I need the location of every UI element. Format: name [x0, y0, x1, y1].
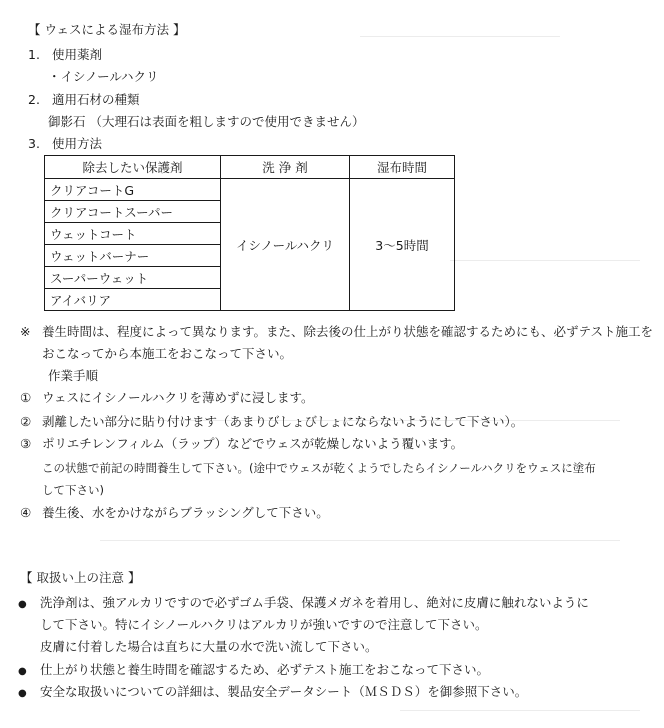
caution-text: 安全な取扱いについての詳細は、製品安全データシート（ＭＳＤＳ）を御参照下さい。 — [40, 684, 528, 699]
table-header: 湿布時間 — [350, 156, 455, 179]
cautions-heading: 【 取扱い上の注意 】 — [20, 570, 141, 585]
table-header-row — [45, 156, 455, 179]
usage-table — [44, 155, 455, 311]
table-header: 除去したい保護剤 — [45, 156, 221, 179]
procedure-step — [20, 436, 463, 452]
step-3-subtext-1: この状態で前記の時間養生して下さい。(途中でウェスが乾くようでしたらイシノールハクリをウェスに塗布 — [42, 461, 596, 475]
item-3-label: 使用方法 — [52, 136, 103, 151]
bullet-icon: ● — [18, 666, 27, 677]
caution-text-cont: して下さい。特にイシノールハクリはアルカリが強いですので注意して下さい。 — [40, 617, 488, 632]
note-text-1: 養生時間は、程度によって異なります。また、除去後の仕上がり状態を確認するためにも、必ずテスト施工を — [42, 324, 654, 339]
procedure-heading: 作業手順 — [48, 368, 99, 383]
caution-text: 洗浄剤は、強アルカリですので必ずゴム手袋、保護メガネを着用し、絶対に皮膚に触れないように — [40, 595, 589, 610]
bullet-icon: ● — [18, 688, 27, 699]
item-3-number: 3. — [28, 136, 40, 151]
table-header: 洗 浄 剤 — [221, 156, 350, 179]
table-cell-cleaner: イシノールハクリ — [221, 179, 350, 311]
table-cell-protectant: スーパーウェット — [45, 267, 221, 289]
item-1-label: 使用薬剤 — [52, 47, 103, 62]
note-line-1 — [20, 324, 653, 340]
item-2-label: 適用石材の種類 — [52, 92, 140, 107]
caution-item — [18, 595, 589, 613]
step-marker: ④ — [20, 505, 32, 520]
procedure-step — [20, 414, 523, 430]
table-cell-protectant: クリアコートG — [45, 179, 221, 201]
item-2-number: 2. — [28, 92, 40, 107]
step-marker: ② — [20, 414, 32, 429]
procedure-step — [20, 390, 314, 406]
table-cell-time: 3～5時間 — [350, 179, 455, 311]
step-text: 養生後、水をかけながらブラッシングして下さい。 — [42, 505, 329, 520]
item-2-detail: 御影石 （大理石は表面を粗しますので使用できません） — [48, 114, 365, 129]
step-marker: ③ — [20, 436, 32, 451]
note-line-2: おこなってから本施工をおこなって下さい。 — [42, 346, 293, 361]
step-marker: ① — [20, 390, 32, 405]
procedure-step — [20, 505, 329, 521]
note-mark: ※ — [20, 324, 31, 339]
step-text: ポリエチレンフィルム（ラップ）などでウェスが乾燥しないよう覆います。 — [42, 436, 464, 451]
caution-text: 仕上がり状態と養生時間を確認するため、必ずテスト施工をおこなって下さい。 — [40, 662, 490, 677]
bullet-icon: ● — [18, 599, 27, 610]
caution-text-cont: 皮膚に付着した場合は直ちに大量の水で洗い流して下さい。 — [40, 639, 378, 654]
table-cell-protectant: ウェットバーナー — [45, 245, 221, 267]
ghost-line — [360, 36, 560, 37]
item-1-detail: ・イシノールハクリ — [48, 69, 159, 84]
item-1 — [28, 47, 102, 63]
table-row — [45, 179, 455, 201]
step-text: ウェスにイシノールハクリを薄めずに浸します。 — [42, 390, 314, 405]
step-3-subtext-2: して下さい) — [42, 483, 104, 497]
ghost-line — [450, 260, 640, 261]
caution-item — [18, 684, 527, 702]
ghost-line — [100, 540, 620, 541]
table-cell-protectant: クリアコートスーパー — [45, 201, 221, 223]
ghost-line — [400, 710, 640, 711]
table-cell-protectant: ウェットコート — [45, 223, 221, 245]
item-1-number: 1. — [28, 47, 40, 62]
caution-item — [18, 662, 489, 680]
step-text: 剥離したい部分に貼り付けます（あまりびしょびしょにならないようにして下さい）。 — [42, 414, 524, 429]
item-2 — [28, 92, 140, 108]
table-cell-protectant: アイバリア — [45, 289, 221, 311]
section-heading: 【 ウェスによる湿布方法 】 — [28, 22, 186, 37]
item-3 — [28, 136, 102, 152]
